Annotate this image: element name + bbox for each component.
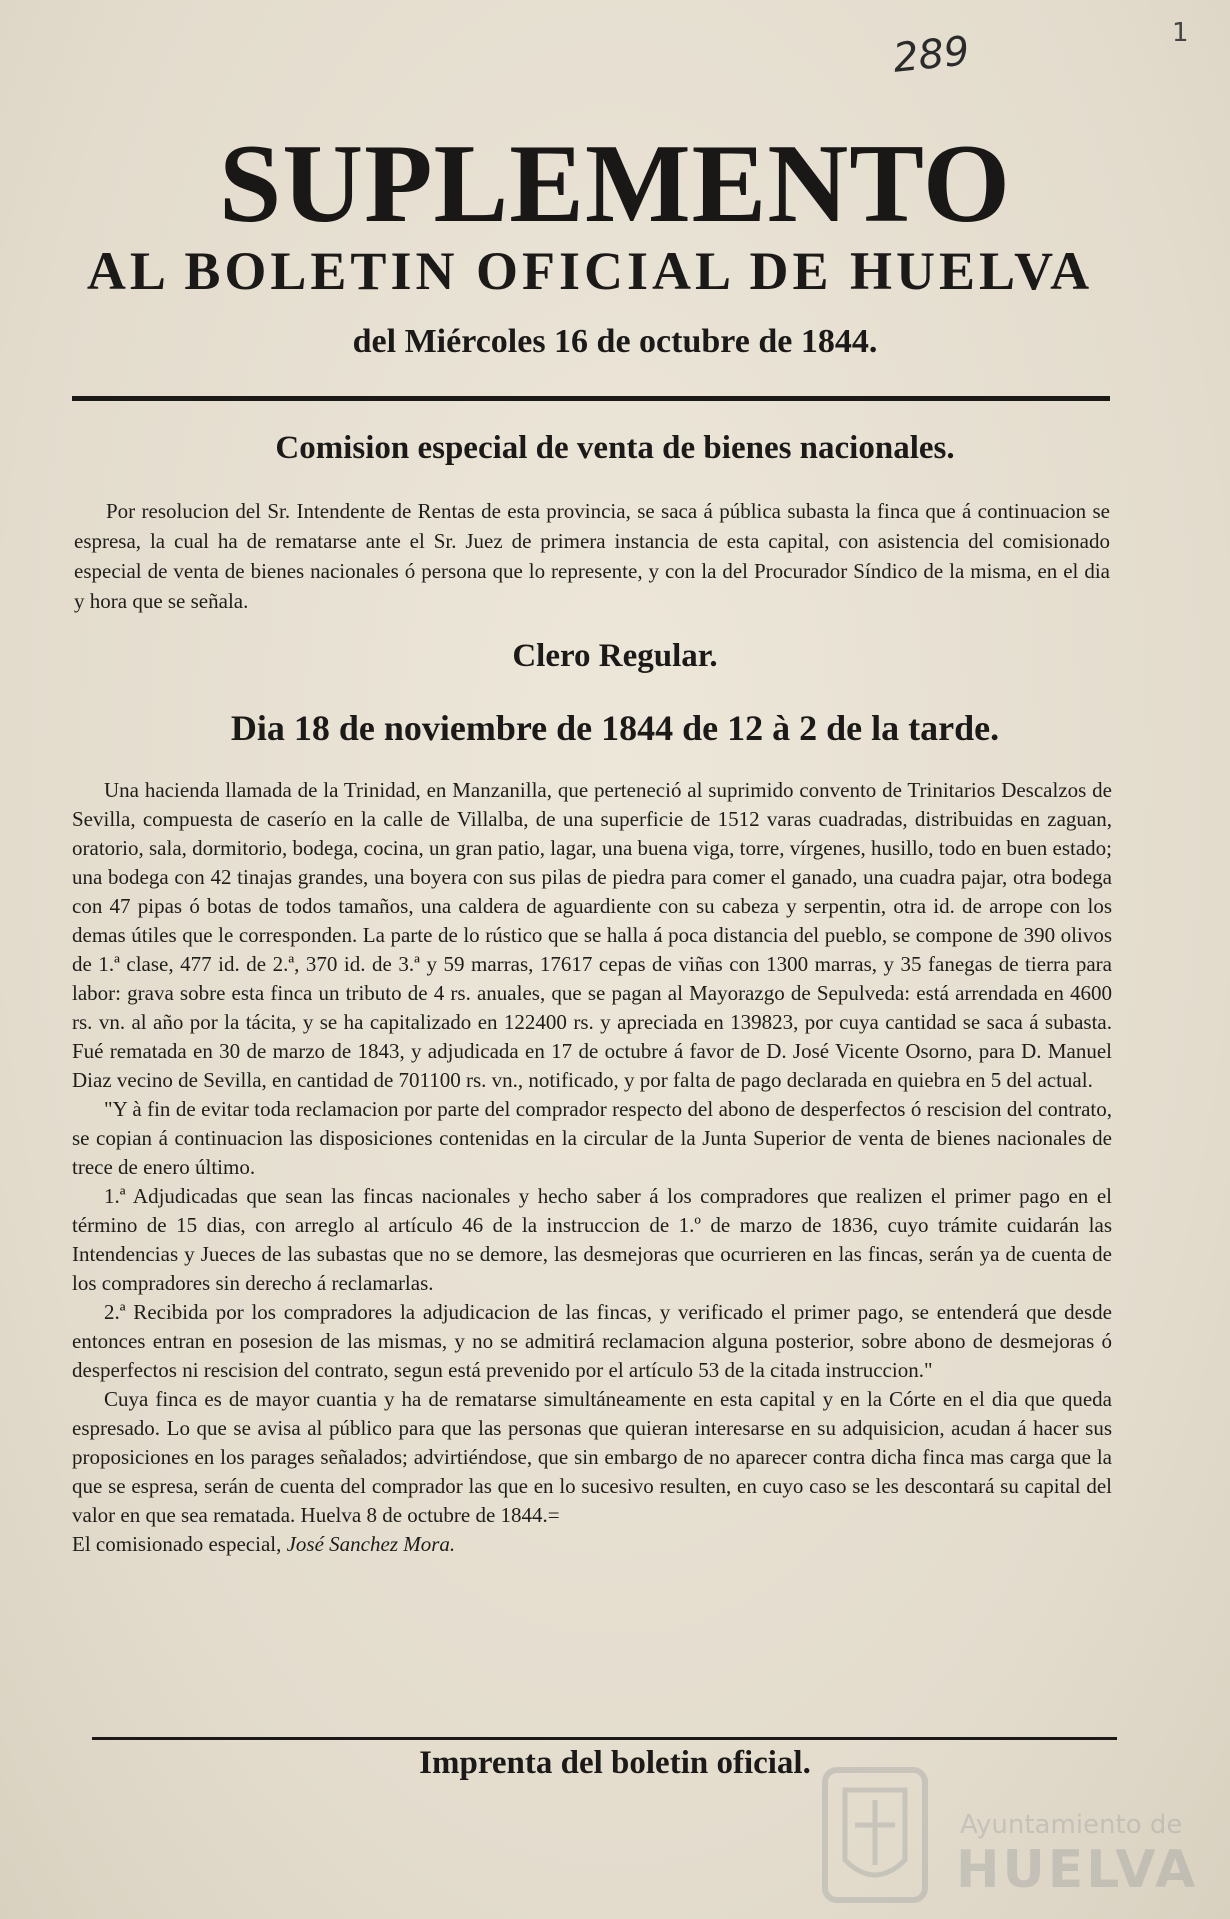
header-rule — [72, 396, 1110, 401]
body-paragraph-closing: Cuya finca es de mayor cuantia y ha de rematarse simultáneamente en esta capital y en la Córte en el dia que queda espresado. Lo que se avisa al público para que las personas que quieran interesarse en su adquisicion, acudan á hacer sus proposiciones en los parages señalados; advirtiéndose, que sin embargo de no aparecer contra dicha finca mas carga que la que se espresa, serán de cuenta del comprador las que en lo sucesivo resulten, en cuyo caso se les descontará su capital del valor en que sea rematada. Huelva 8 de octubre de 1844.= — [72, 1387, 1112, 1527]
watermark-line-2: HUELVA — [956, 1840, 1199, 1900]
body-paragraph-circular: "Y à fin de evitar toda reclamacion por parte del comprador respecto del abono de desperfectos ó rescision del contrato, se copian á continuacion las disposiciones contenidas en la circular de la Junta Superior de venta de bienes nacionales de trece de enero último. — [72, 1097, 1112, 1179]
body-paragraph-property: Una hacienda llamada de la Trinidad, en Manzanilla, que perteneció al suprimido convento de Trinitarios Descalzos de Sevilla, compuesta de caserío en la calle de Villalba, de una superficie de 1512 varas cuadradas, distribuidas en zaguan, oratorio, sala, dormitorio, bodega, cocina, un gran patio, lagar, una buena viga, torre, vírgenes, husillo, todo en buen estado; una bodega con 42 tinajas grandes, una boyera con sus pilas de piedra para comer el ganado, una cuadra pajar, otra bodega con 47 pipas ó botas de todos tamaños, una caldera de aguardiente con su cabeza y serpentin, otra id. de arrope con los demas útiles que le corresponden. La parte de lo rústico que se halla á poca distancia del pueblo, se compone de 390 olivos de 1.ª clase, 477 id. de 2.ª, 370 id. de 3.ª y 59 marras, 17617 cepas de viñas con 1300 marras, y 35 fanegas de tierra para labor: grava sobre esta finca un tributo de 4 rs. anuales, que se pagan al Mayorazgo de Sepulveda: está arrendada en 4600 rs. vn. al año por la tácita, y se ha capitalizado en 122400 rs. y apreciada en 139823, por cuya cantidad se saca á subasta. Fué rematada en 30 de marzo de 1843, y adjudicada en 17 de octubre á favor de D. José Vicente Osorno, para D. Manuel Diaz vecino de Sevilla, en cantidad de 701100 rs. vn., notificado, y por falta de pago declarada en quiebra en 5 del actual. — [72, 778, 1112, 1092]
footer-rule — [92, 1737, 1117, 1740]
auction-date: Dia 18 de noviembre de 1844 de 12 à 2 de la tarde. — [230, 708, 1000, 748]
printer-footer: Imprenta del boletin oficial. — [419, 1745, 811, 1781]
section-heading: Clero Regular. — [512, 638, 718, 674]
body-paragraph-rule-2: 2.ª Recibida por los compradores la adjudicacion de las fincas, y verificado el primer pago, se entenderá que desde entonces entran en posesion de las mismas, y no se admitirá reclamacion alguna posterior, sobre abono de desmejoras ó desperfectos ni rescision del contrato, segun está prevenido por el artículo 53 de la citada instruccion." — [72, 1300, 1112, 1382]
notice-body — [72, 776, 1112, 1559]
coat-of-arms-icon — [800, 1760, 950, 1910]
document-subtitle: AL BOLETIN OFICIAL DE HUELVA — [86, 241, 1094, 301]
signature-line — [72, 1530, 1112, 1559]
signature-name: José Sanchez Mora. — [286, 1532, 456, 1556]
issue-date: del Miércoles 16 de octubre de 1844. — [352, 323, 878, 360]
signature-prefix: El comisionado especial, — [72, 1532, 282, 1556]
corner-mark: 1 — [1172, 18, 1189, 48]
document-title: SUPLEMENTO — [218, 122, 1012, 246]
body-paragraph-rule-1: 1.ª Adjudicadas que sean las fincas nacionales y hecho saber á los compradores que realizen el primer pago en el término de 15 dias, con arreglo al artículo 46 de la instruccion de 1.º de marzo de 1836, cuyo trámite cuidarán las Intendencias y Jueces de las subastas que no se demore, las desmejoras que ocurrieren en las fincas, serán ya de cuenta de los compradores sin derecho á reclamarlas. — [72, 1184, 1112, 1295]
intro-paragraph: Por resolucion del Sr. Intendente de Rentas de esta provincia, se saca á pública subasta la finca que á continuacion se espresa, la cual ha de rematarse ante el Sr. Juez de primera instancia de esta capital, con asistencia del comisionado especial de venta de bienes nacionales ó persona que lo represente, y con la del Procurador Síndico de la misma, en el dia y hora que se señala. — [74, 499, 1110, 613]
watermark-line-1: Ayuntamiento de — [960, 1810, 1183, 1840]
folio-number: 289 — [890, 28, 972, 82]
commission-heading: Comision especial de venta de bienes nacionales. — [275, 430, 955, 466]
watermark-stamp — [800, 1760, 1200, 1910]
